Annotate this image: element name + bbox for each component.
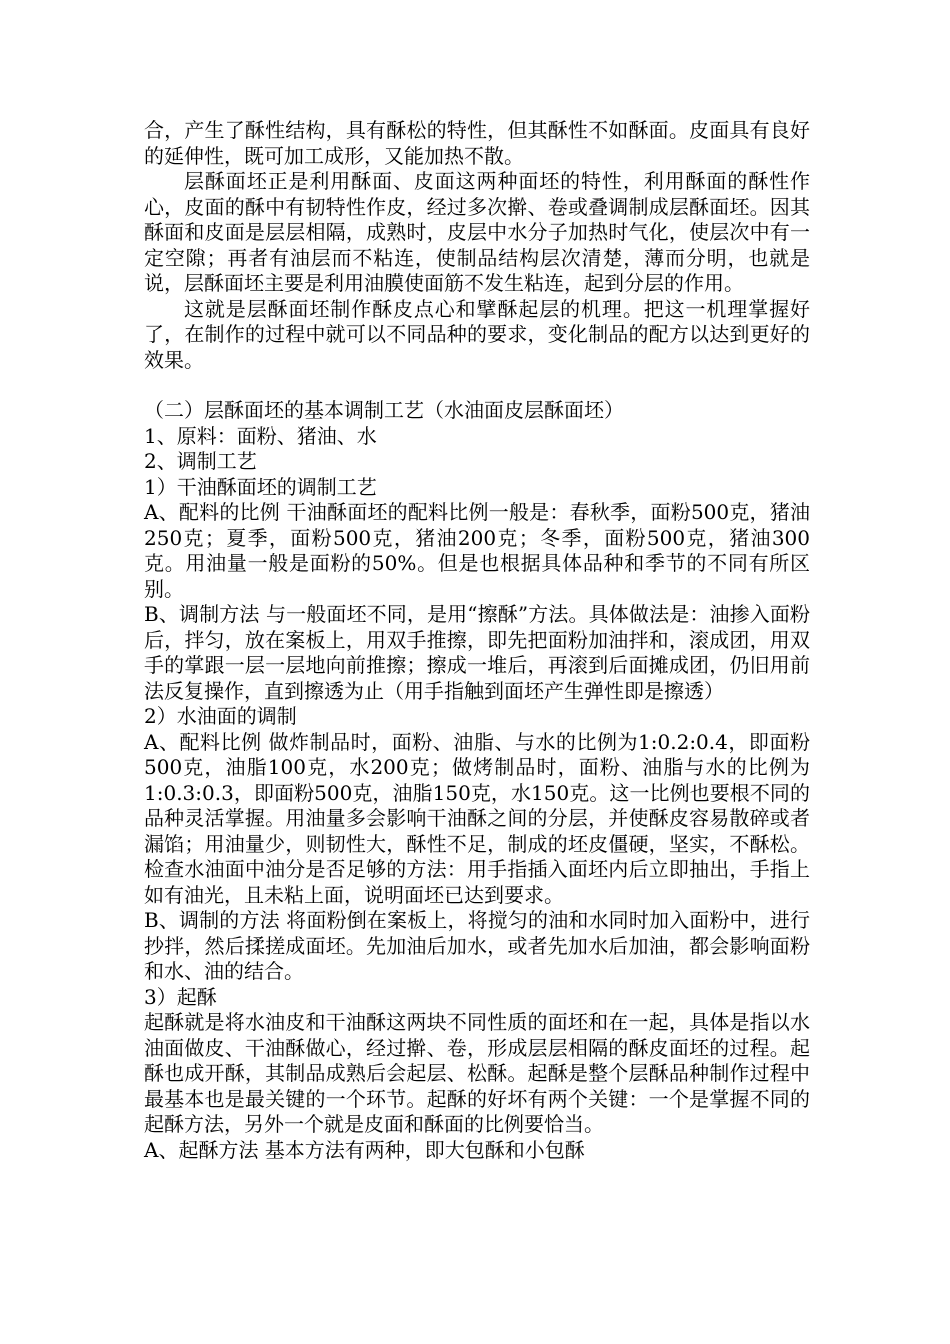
paragraph: 起酥就是将水油皮和干油酥这两块不同性质的面坯和在一起，具体是指以水油面做皮、干油酥做心，经过擀、卷，形成层层相隔的酥皮面坯的过程。起酥也成开酥，其制品成熟后会起层、松酥。起酥是整个层酥品种制作过程中最基本也是最关键的一个环节。起酥的好坏有两个关键：一个是掌握不同的起酥方法，另外一个就是皮面和酥面的比例要恰当。 xyxy=(144,1010,810,1136)
paragraph: 1、原料：面粉、猪油、水 xyxy=(144,423,377,448)
document-page xyxy=(144,118,810,1163)
paragraph: 合，产生了酥性结构，具有酥松的特性，但其酥性不如酥面。皮面具有良好的延伸性，既可加工成形，又能加热不散。 xyxy=(144,118,810,168)
paragraph: A、起酥方法 基本方法有两种，即大包酥和小包酥 xyxy=(144,1137,585,1162)
paragraph: B、调制的方法 将面粉倒在案板上，将搅匀的油和水同时加入面粉中，进行抄拌，然后揉搓成面坯。先加油后加水，或者先加水后加油，都会影响面粉和水、油的结合。 xyxy=(144,908,810,983)
paragraph: 2）水油面的调制 xyxy=(144,704,297,728)
paragraph: 3）起酥 xyxy=(144,984,217,1009)
paragraph: 这就是层酥面坯制作酥皮点心和擘酥起层的机理。把这一机理掌握好了，在制作的过程中就可以不同品种的要求，变化制品的配方以达到更好的效果。 xyxy=(144,296,810,372)
paragraph: 层酥面坯正是利用酥面、皮面这两种面坯的特性，利用酥面的酥性作心，皮面的酥中有韧特性作皮，经过多次擀、卷或叠调制成层酥面坯。因其酥面和皮面是层层相隔，成熟时，皮层中水分子加热时气化，使层次中有一定空隙；再者有油层而不粘连，使制品结构层次清楚，薄而分明，也就是说，层酥面坯主要是利用油膜使面筋不发生粘连，起到分层的作用。 xyxy=(144,169,810,295)
section-heading: （二）层酥面坯的基本调制工艺（水油面皮层酥面坯） xyxy=(144,398,624,422)
paragraph: A、配料比例 做炸制品时，面粉、油脂、与水的比例为1:0.2:0.4，即面粉500克，油脂100克，水200克；做烤制品时，面粉、油脂与水的比例为1:0.3:0.3，即面粉500克，油脂150克，水150克。这一比例也要根不同的品种灵活掌握。用油量多会影响干油酥之间的分层，并使酥皮容易散碎或者漏馅；用油量少，则韧性大，酥性不足，制成的坯皮僵硬，坚实，不酥松。检查水油面中油分是否足够的方法：用手指插入面坯内后立即抽出，手指上如有油光，且未粘上面，说明面坯已达到要求。 xyxy=(144,729,810,907)
paragraph: A、配料的比例 干油酥面坯的配料比例一般是：春秋季，面粉500克，猪油250克；夏季，面粉500克，猪油200克；冬季，面粉500克，猪油300克。用油量一般是面粉的50%。但是也根据具体品种和季节的不同有所区别。 xyxy=(144,500,810,601)
paragraph-spacer xyxy=(144,373,810,398)
paragraph: B、调制方法 与一般面坯不同，是用“擦酥”方法。具体做法是：油掺入面粉后，拌匀，放在案板上，用双手推擦，即先把面粉加油拌和，滚成团，用双手的掌跟一层一层地向前推擦；擦成一堆后，再滚到后面摊成团，仍旧用前法反复操作，直到擦透为止（用手指触到面坯产生弹性即是擦透） xyxy=(144,602,810,703)
paragraph: 1）干油酥面坯的调制工艺 xyxy=(144,474,377,499)
paragraph: 2、调制工艺 xyxy=(144,449,257,473)
